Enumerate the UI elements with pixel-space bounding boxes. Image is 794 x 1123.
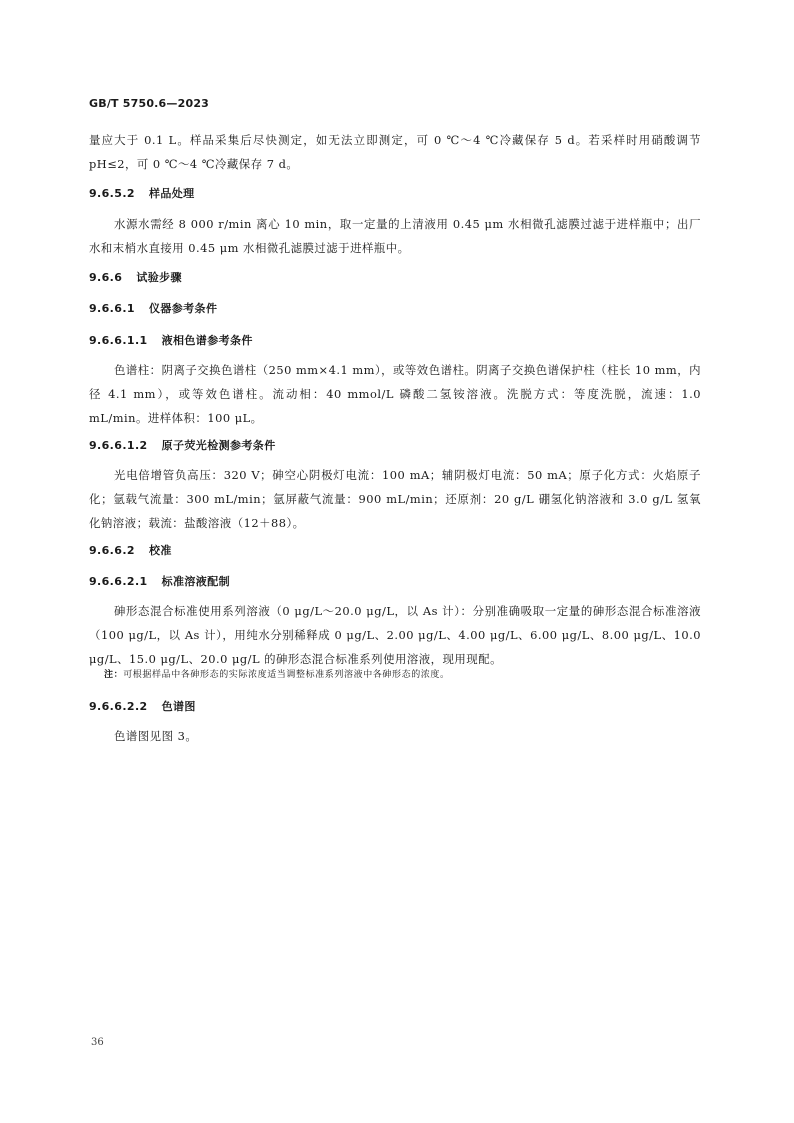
section-number: 9.6.5.2: [89, 187, 135, 200]
note-text: 可根据样品中各砷形态的实际浓度适当调整标准系列溶液中各砷形态的浓度。: [123, 670, 450, 680]
section-number: 9.6.6.2: [89, 544, 135, 557]
section-number: 9.6.6.1: [89, 302, 135, 315]
section-heading-9-6-6-1-2: [89, 437, 276, 453]
section-number: 9.6.6.2.2: [89, 700, 148, 713]
section-heading-9-6-6-2-2: [89, 698, 196, 714]
standard-code-header: GB/T 5750.6—2023: [89, 97, 210, 110]
section-number: 9.6.6.1.1: [89, 334, 148, 347]
page-number: 36: [91, 1037, 104, 1048]
section-title: 试验步骤: [136, 271, 182, 284]
paragraph-afs-conditions: 光电倍增管负高压：320 V；砷空心阴极灯电流：100 mA；辅阴极灯电流：50 mA；原子化方式：火焰原子化；氩载气流量：300 mL/min；氩屏蔽气流量：900 mL/min；还原剂：20 g/L 硼氢化钠溶液和 3.0 g/L 氢氧化钠溶液；载流：盐酸溶液（12＋88）。: [89, 468, 701, 530]
section-number: 9.6.6.1.2: [89, 439, 148, 452]
paragraph-chromatogram: 色谱图见图 3。: [114, 729, 198, 743]
note-label: 注：: [104, 670, 124, 680]
paragraph-storage: 量应大于 0.1 L。样品采集后尽快测定，如无法立即测定，可 0 ℃～4 ℃冷藏保存 5 d。若采样时用硝酸调节 pH≤2，可 0 ℃～4 ℃冷藏保存 7 d。: [89, 133, 701, 171]
section-heading-9-6-6-1: [89, 300, 217, 316]
section-title: 仪器参考条件: [148, 302, 218, 315]
section-number: 9.6.6.2.1: [89, 575, 148, 588]
section-title: 校准: [148, 544, 172, 557]
section-title: 液相色谱参考条件: [161, 334, 253, 347]
section-title: 原子荧光检测参考条件: [161, 439, 276, 452]
section-number: 9.6.6: [89, 271, 123, 284]
note: [104, 667, 450, 680]
paragraph-sample-treatment: 水源水需经 8 000 r/min 离心 10 min，取一定量的上清液用 0.45 μm 水相微孔滤膜过滤于进样瓶中；出厂水和末梢水直接用 0.45 μm 水相微孔滤膜过滤于进样瓶中。: [89, 217, 701, 255]
section-heading-9-6-6-2: [89, 542, 172, 558]
paragraph-lc-conditions: 色谱柱：阴离子交换色谱柱（250 mm×4.1 mm），或等效色谱柱。阴离子交换色谱保护柱（柱长 10 mm，内径 4.1 mm），或等效色谱柱。流动相：40 mmol/L 磷酸二氢铵溶液。洗脱方式：等度洗脱，流速：1.0 mL/min。进样体积：100 μL。: [89, 363, 701, 425]
section-title: 样品处理: [148, 187, 195, 200]
section-heading-9-6-6-2-1: [89, 573, 230, 589]
section-title: 色谱图: [161, 700, 196, 713]
section-heading-9-6-5-2: [89, 185, 195, 201]
paragraph-standard-solution: 砷形态混合标准使用系列溶液（0 μg/L～20.0 μg/L，以 As 计）：分别准确吸取一定量的砷形态混合标准溶液（100 μg/L，以 As 计），用纯水分别稀释成 0 μg/L、2.00 μg/L、4.00 μg/L、6.00 μg/L、8.00 μg/L、10.0 μg/L、15.0 μg/L、20.0 μg/L 的砷形态混合标准系列使用溶液，现用现配。: [89, 604, 701, 666]
section-title: 标准溶液配制: [161, 575, 230, 588]
section-heading-9-6-6-1-1: [89, 332, 253, 348]
section-heading-9-6-6: [89, 269, 182, 285]
